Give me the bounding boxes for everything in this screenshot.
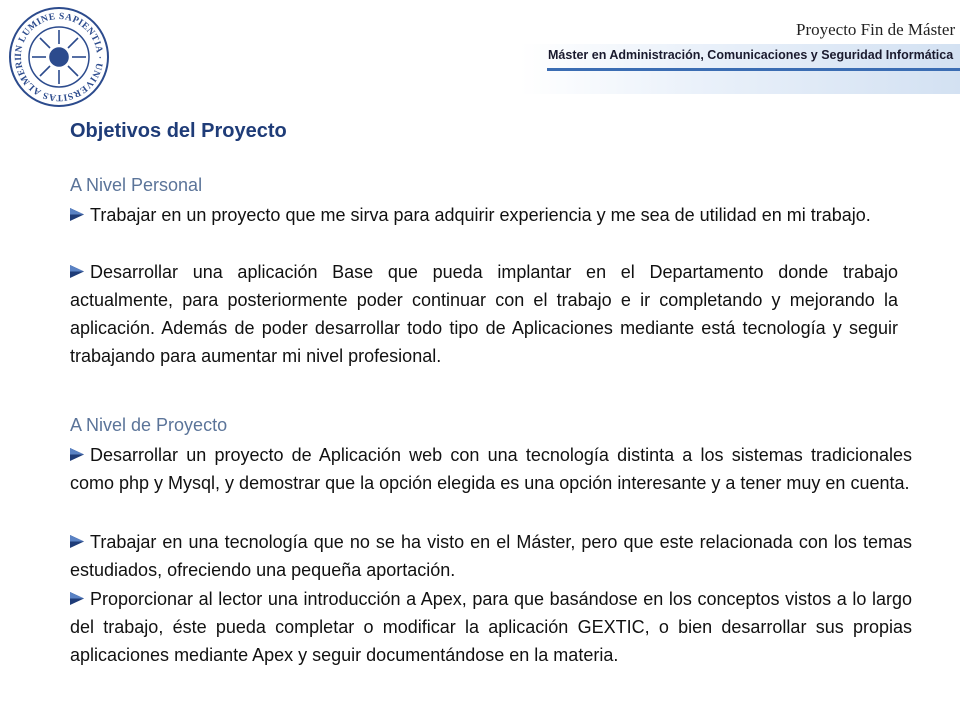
arrow-bullet-icon	[70, 265, 84, 278]
list-item	[70, 258, 898, 370]
list-item-text: Desarrollar un proyecto de Aplicación web con una tecnología distinta a los sistemas tradicionales como php y Mysql, y demostrar que la opción elegida es una opción interesante y a tener muy en cuenta.	[70, 445, 912, 493]
list-item	[70, 585, 912, 669]
list-item-text: Trabajar en un proyecto que me sirva para adquirir experiencia y me sea de utilidad en mi trabajo.	[90, 205, 871, 225]
seal-ring-text: IN LUMINE SAPIENTIA · UNIVERSITAS ALMERI	[13, 11, 105, 103]
header-subtitle: Máster en Administración, Comunicaciones y Seguridad Informática	[548, 48, 954, 62]
list-item	[70, 528, 912, 584]
section-heading-proyecto: A Nivel de Proyecto	[70, 415, 228, 435]
list-item	[70, 441, 912, 497]
list-item	[70, 201, 898, 229]
arrow-bullet-icon	[70, 208, 84, 221]
list-item-text: Trabajar en una tecnología que no se ha visto en el Máster, pero que este relacionada con los temas estudiados, ofreciendo una pequeña aportación.	[70, 532, 912, 580]
arrow-bullet-icon	[70, 592, 84, 605]
header-title: Proyecto Fin de Máster	[796, 20, 956, 39]
arrow-bullet-icon	[70, 535, 84, 548]
university-seal-logo	[8, 6, 110, 108]
arrow-bullet-icon	[70, 448, 84, 461]
list-item-text: Proporcionar al lector una introducción a Apex, para que basándose en los conceptos vistos a lo largo del trabajo, éste pueda completar o modificar la aplicación GEXTIC, o bien desarrollar sus propias aplicaciones mediante Apex y seguir documentándose en la materia.	[70, 589, 912, 665]
list-item-text: Desarrollar una aplicación Base que pueda implantar en el Departamento donde trabajo actualmente, para posteriormente poder continuar con el trabajo e ir completando y mejorando la aplicación. Además de poder desarrollar todo tipo de Aplicaciones mediante está tecnología y seguir trabajando para aumentar mi nivel profesional.	[70, 262, 898, 366]
slide-title: Objetivos del Proyecto	[70, 120, 287, 142]
header-divider	[547, 68, 960, 71]
section-heading-personal: A Nivel Personal	[70, 175, 203, 195]
